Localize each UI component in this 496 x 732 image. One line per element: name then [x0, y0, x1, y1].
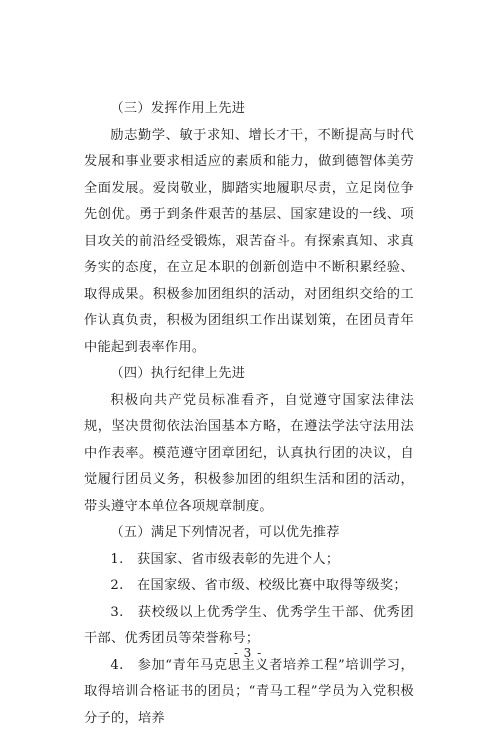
- section-4-paragraph: 积极向共产党员标准看齐，自觉遵守国家法律法规，坚决贯彻依法治国基本方略，在遵法学法守法用法中作表率。模范遵守团章团纪，认真执行团的决议，自觉履行团员义务，积极参加团的组织生活和团的活动，带头遵守本单位各项规章制度。: [84, 388, 414, 521]
- list-item-1: 1. 获国家、省市级表彰的先进个人；: [84, 547, 414, 574]
- section-heading-5: （五）满足下列情况者，可以优先推荐: [84, 520, 414, 547]
- page-number: - 3 -: [0, 646, 496, 660]
- section-heading-3: （三）发挥作用上先进: [84, 96, 414, 123]
- list-item-2: 2. 在国家级、省市级、校级比赛中取得等级奖；: [84, 573, 414, 600]
- list-item-3: 3. 获校级以上优秀学生、优秀学生干部、优秀团干部、优秀团员等荣誉称号；: [84, 600, 414, 653]
- list-item-4: 4. 参加“青年马克思主义者培养工程”培训学习，取得培训合格证书的团员；“青马工程”学员为入党积极分子的，培养: [84, 653, 414, 732]
- document-body: [84, 96, 414, 732]
- section-3-paragraph: 励志勤学、敏于求知、增长才干，不断提高与时代发展和事业要求相适应的素质和能力，做到德智体美劳全面发展。爱岗敬业，脚踏实地履职尽责，立足岗位争先创优。勇于到条件艰苦的基层、国家建设的一线、项目攻关的前沿经受锻炼，艰苦奋斗。有探索真知、求真务实的态度，在立足本职的创新创造中不断积累经验、取得成果。积极参加团组织的活动，对团组织交给的工作认真负责，积极为团组织工作出谋划策，在团员青年中能起到表率作用。: [84, 123, 414, 362]
- section-heading-4: （四）执行纪律上先进: [84, 361, 414, 388]
